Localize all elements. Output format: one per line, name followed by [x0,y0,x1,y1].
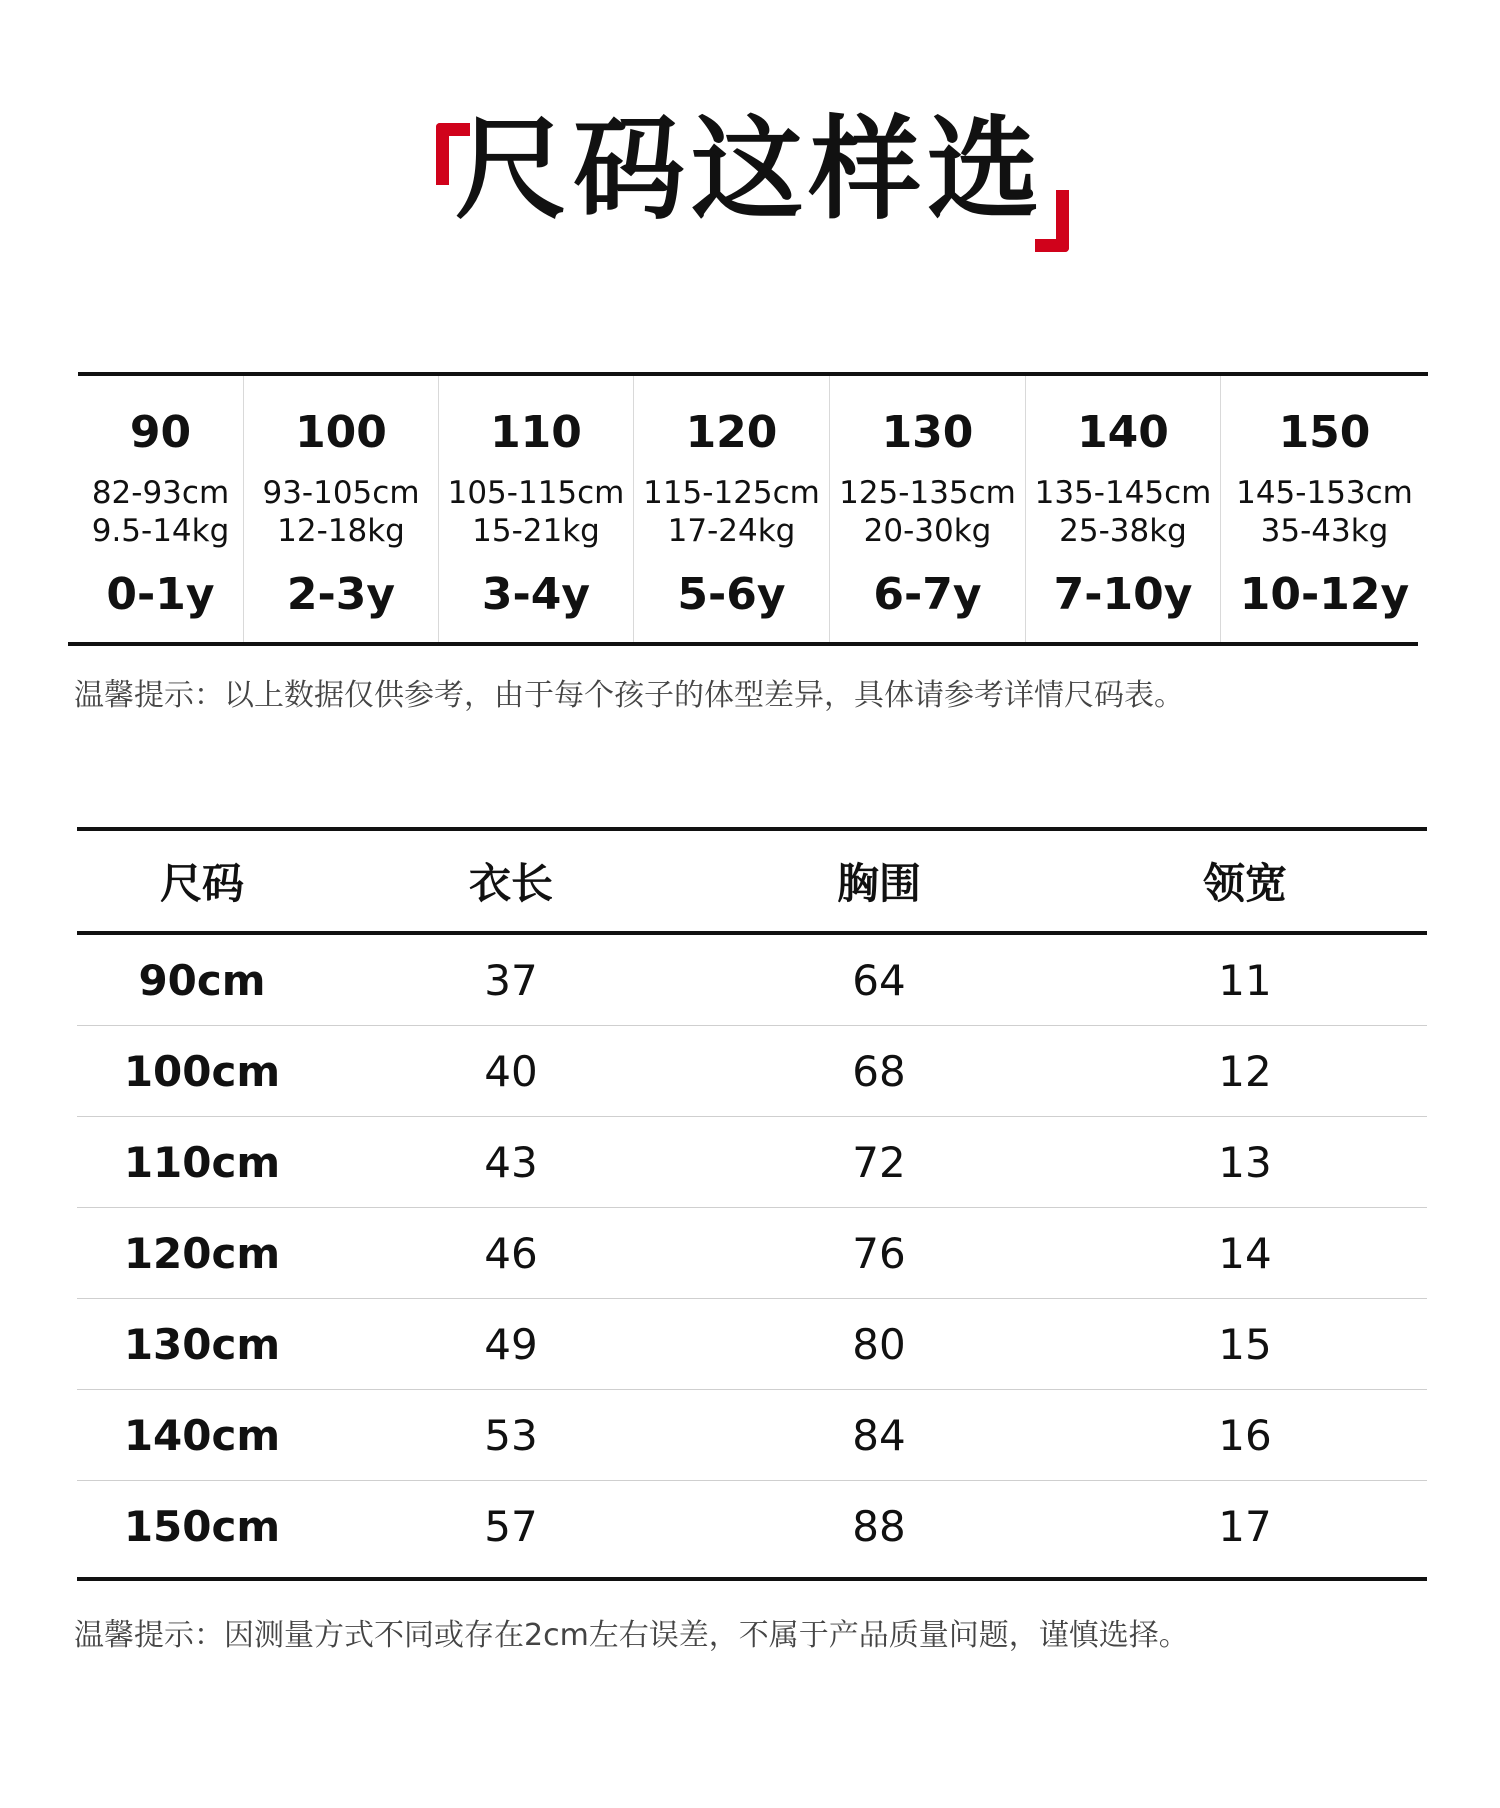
size-guide-bottom-rule [68,642,1418,646]
height-range: 115-125cm [643,475,820,511]
measurement-note: 温馨提示：因测量方式不同或存在2cm左右误差，不属于产品质量问题，谨慎选择。 [74,1618,1189,1653]
height-range: 82-93cm [91,475,230,511]
cell-size: 140cm [123,1410,281,1460]
height-range: 93-105cm [262,475,420,511]
weight-range: 12-18kg [277,513,405,549]
measurement-table-bottom-rule [77,1577,1427,1581]
size-guide-table [78,372,1428,646]
cell-length: 37 [484,955,538,1005]
height-range: 145-153cm [1236,475,1413,511]
measurement-table-header [77,831,1427,931]
age-range: 2-3y [286,569,396,620]
size-label: 150 [1278,407,1371,458]
weight-range: 17-24kg [667,513,796,549]
cell-chest: 88 [852,1502,906,1551]
weight-range: 20-30kg [863,513,992,549]
cell-length: 57 [484,1502,538,1551]
cell-length: 43 [484,1137,538,1187]
cell-collar: 16 [1218,1410,1272,1460]
height-range: 125-135cm [839,475,1016,511]
size-label: 110 [490,407,582,458]
cell-size: 110cm [123,1137,281,1187]
title-block [0,95,1500,245]
size-guide-columns [78,376,1428,642]
right-corner-bracket-icon [1035,190,1069,252]
age-range: 5-6y [677,569,786,620]
size-guide-note: 温馨提示：以上数据仅供参考，由于每个孩子的体型差异，具体请参考详情尺码表。 [74,678,1184,713]
cell-chest: 68 [852,1046,906,1096]
cell-collar: 17 [1218,1502,1272,1551]
height-range: 105-115cm [447,475,625,511]
page-title: 尺码这样选 [455,105,1045,235]
size-guide-column [78,376,243,642]
cell-chest: 72 [852,1137,906,1187]
table-row [77,1208,1427,1299]
cell-chest: 84 [852,1410,906,1460]
size-label: 100 [295,407,387,458]
cell-size: 130cm [123,1319,281,1369]
age-range: 10-12y [1239,569,1410,620]
header-cell-length: 衣长 [468,859,553,908]
age-range: 6-7y [873,569,982,620]
cell-collar: 12 [1218,1046,1272,1096]
cell-collar: 15 [1218,1319,1272,1369]
cell-length: 53 [484,1410,538,1460]
cell-collar: 14 [1218,1228,1272,1278]
cell-length: 46 [484,1228,538,1278]
age-range: 0-1y [106,569,215,620]
size-guide-column [829,376,1025,642]
table-row [77,1117,1427,1208]
table-row [77,1481,1427,1572]
size-guide-column [1025,376,1220,642]
size-label: 120 [685,407,778,458]
size-label: 140 [1077,407,1169,458]
age-range: 3-4y [481,569,591,620]
size-guide-column [1220,376,1428,642]
weight-range: 15-21kg [472,513,600,549]
cell-chest: 64 [852,955,906,1005]
height-range: 135-145cm [1034,475,1212,511]
weight-range: 35-43kg [1260,513,1389,549]
measurement-table-body [77,935,1427,1572]
cell-size: 100cm [123,1046,281,1096]
age-range: 7-10y [1053,569,1193,620]
weight-range: 25-38kg [1059,513,1187,549]
size-guide-column [633,376,829,642]
header-cell-chest: 胸围 [836,859,921,908]
table-row [77,1026,1427,1117]
cell-chest: 80 [852,1319,906,1369]
weight-range: 9.5-14kg [91,513,230,549]
size-label: 90 [129,407,192,458]
table-row [77,935,1427,1026]
cell-length: 49 [484,1319,538,1369]
cell-length: 40 [484,1046,538,1096]
size-guide-column [438,376,633,642]
cell-chest: 76 [852,1228,906,1278]
cell-size: 120cm [123,1228,281,1278]
header-cell-collar: 领宽 [1202,859,1287,908]
cell-collar: 11 [1218,955,1272,1005]
size-guide-column [243,376,438,642]
table-row [77,1390,1427,1481]
cell-collar: 13 [1218,1137,1272,1187]
cell-size: 90cm [138,955,266,1005]
cell-size: 150cm [123,1502,281,1551]
header-cell-size: 尺码 [159,859,244,908]
size-label: 130 [881,407,974,458]
table-row [77,1299,1427,1390]
